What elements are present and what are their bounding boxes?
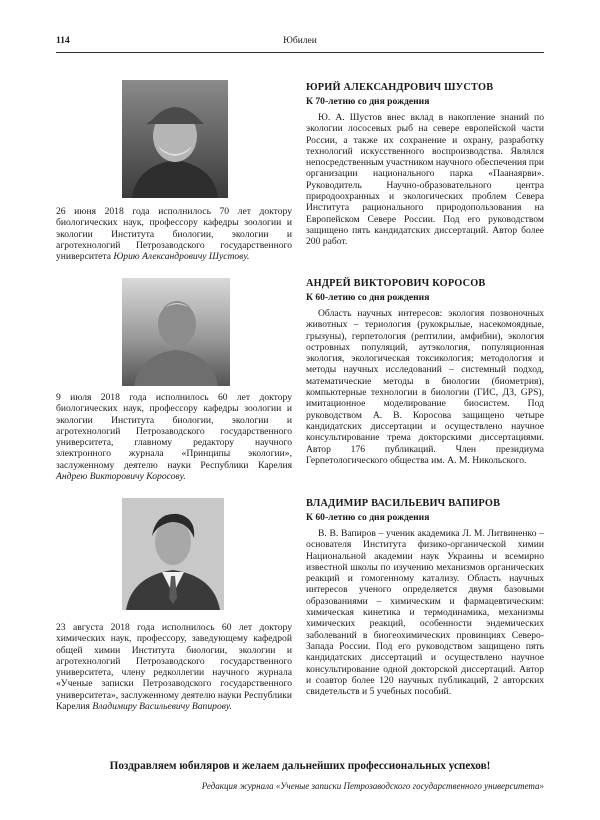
- caption-text: 26 июня 2018 года исполнилось 70 лет доктору биологических наук, профессору кафедры зоологии и экологии Института биологии, экологии и агротехнологий Петрозаводского государственного университета: [56, 206, 292, 263]
- portrait-photo-shustov: [122, 80, 228, 198]
- caption-vapirov: [56, 622, 292, 712]
- section-title: Юбилеи: [283, 36, 317, 46]
- closing-congratulation: Поздравляем юбиляров и желаем дальнейших профессиональных успехов!: [109, 760, 491, 772]
- caption-honoree-name: Владимиру Васильевичу Вапирову.: [92, 701, 232, 713]
- biography-paragraph: Ю. А. Шустов внес вклад в накопление знаний по экологии лососевых рыб на севере европейской части России, а также их сохранение и охрану, разработку технологий искусственного воспроизводства. Являлся непосредственным участником научного обеспечения при организации национального парка «Паанаярви». Руководитель Научно-образовательного центра природоохранных и экологических проблем Севера Института рационального природопользования на Европейском Севере России. Под его руководством защищено пять кандидатских диссертаций. Автор более 200 работ.: [306, 112, 544, 248]
- caption-text: 23 августа 2018 года исполнилось 60 лет доктору химических наук, профессору, заведующему кафедрой общей химии Института биологии, экологии и агротехнологий Петрозаводского государственного университета, члену редколлегии научного журнала «Ученые записки Петрозаводского государственного университета», заслуженному деятелю науки Республики Карелия: [56, 622, 292, 713]
- anniversary-subtitle: К 60-летию со дня рождения: [306, 292, 430, 303]
- caption-honoree-name: Юрию Александровичу Шустову.: [113, 251, 250, 263]
- honoree-name-heading: ВЛАДИМИР ВАСИЛЬЕВИЧ ВАПИРОВ: [306, 498, 501, 509]
- biography-paragraph: В. В. Вапиров – ученик академика Л. М. Литвиненко – основателя Института физико-органической химии Национальной академии наук Украины и всемирно известной школы по изучению механизмов органических реакций и гомогенному катализу. Область научных интересов ученого определяется двумя базовыми образованиями – химическим и фармацевтическим: химическая кинетика и термодинамика, механизмы химических реакций, особенности эндемических заболеваний в биогеохимических провинциях Северо-Запада России. Под его руководством защищено пять кандидатских диссертаций и осуществлено научное консультирование одной докторской диссертаций. Автор и соавтор более 120 научных публикаций, 2 авторских свидетельств и 5 учебных пособий.: [306, 528, 544, 698]
- honoree-name-heading: АНДРЕЙ ВИКТОРОВИЧ КОРОСОВ: [306, 278, 486, 289]
- caption-text: 9 июля 2018 года исполнилось 60 лет доктору биологических наук, профессору кафедры зоологии и экологии Института биологии, экологии и агротехнологий Петрозаводского государственного университета, главному редактору научного электронного журнала «Принципы экологии», заслуженному деятелю науки Республики Карелия: [56, 392, 292, 471]
- anniversary-subtitle: К 60-летию со дня рождения: [306, 512, 430, 523]
- caption-korosov: [56, 392, 292, 482]
- caption-shustov: [56, 206, 292, 262]
- portrait-photo-vapirov: [122, 498, 224, 610]
- anniversary-subtitle: К 70-летию со дня рождения: [306, 96, 430, 107]
- biography-paragraph: Область научных интересов: экология позвоночных животных – териология (рукокрылые, насекомоядные, грызуны), герпетология (рептилии, амфибии), экология островных популяций, аутэкология, популяционная экология, экологическая токсикология; методология и методы научных исследований – системный подход, математические методы в биологии (биометрия), компьютерные технологии в биологии (ГИС, ДЗ, GPS), имитационное моделирование биосистем. Под руководством А. В. Коросова защищено четыре кандидатских диссертации и осуществлено научное консультирование трема докторскими диссертациями. Автор 176 публикаций. Член президиума Герпетологического общества им. А. М. Никольского.: [306, 308, 544, 466]
- page-number: 114: [56, 36, 70, 46]
- portrait-photo-korosov: [122, 278, 230, 386]
- honoree-name-heading: ЮРИЙ АЛЕКСАНДРОВИЧ ШУСТОВ: [306, 82, 494, 93]
- caption-honoree-name: Андрею Викторовичу Коросову.: [56, 471, 186, 483]
- header-divider: [56, 52, 544, 53]
- editorial-signature: Редакция журнала «Ученые записки Петрозаводского государственного университета»: [201, 781, 544, 791]
